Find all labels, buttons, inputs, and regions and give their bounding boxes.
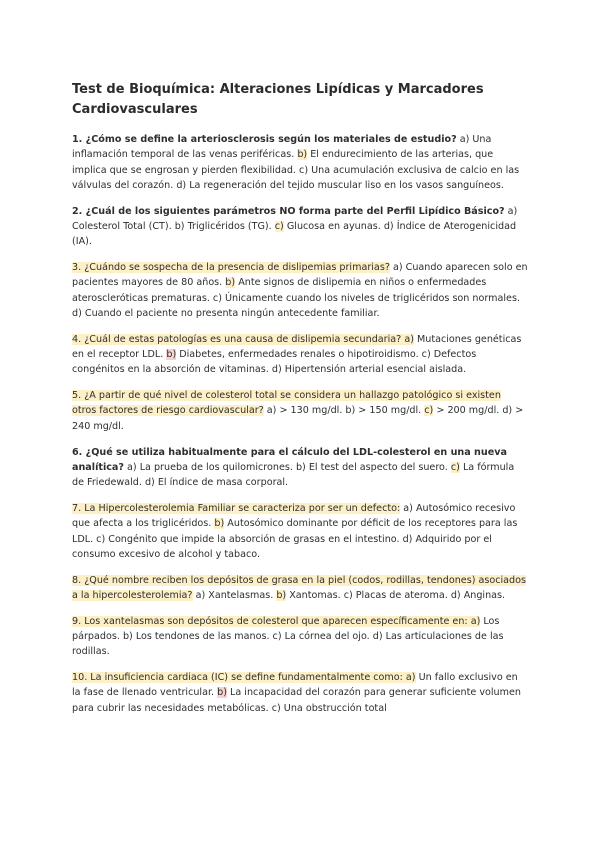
question-1-b-label: b) xyxy=(297,149,308,161)
question-7-rest: Autosómico dominante por déficit de los receptores para las LDL. c) Congénito que impide la absorción de grasas en el intestino. d) Adquirido por el consumo excesivo de alcohol y tabaco. xyxy=(72,518,518,560)
question-3-rest: Ante signos de dislipemia en niños o enfermedades ateroscleróticas prematuras. c) Únicamente cuando los niveles de triglicéridos son normales. d) Cuando el paciente no presenta ningún antecedente familiar. xyxy=(72,277,521,319)
question-10 xyxy=(72,670,528,716)
question-7-a-text: a) Autosómico recesivo que afecta a los triglicéridos. xyxy=(72,502,516,530)
question-1-b-text: El endurecimiento de las arterias, que implica que se engrosan y pierden flexibilidad. xyxy=(72,149,494,176)
question-8-b-label: b) xyxy=(276,589,287,601)
question-10-rest: La incapacidad del corazón para generar suficiente volumen para cubrir las necesidades metabólicas. c) Una obstrucción total xyxy=(72,687,521,714)
question-9-stem: 9. Los xantelasmas son depósitos de colesterol que aparecen específicamente en: xyxy=(72,615,468,627)
question-1-a-label: a) xyxy=(459,134,470,145)
question-6-pre-c: a) La prueba de los quilomicrones. b) El test del aspecto del suero. xyxy=(123,461,451,473)
question-7-stem: 7. La Hipercolesterolemia Familiar se caracteriza por ser un defecto: xyxy=(72,502,401,514)
question-6-stem: 6. ¿Qué se utiliza habitualmente para el cálculo del LDL-colesterol en una nueva analítica? xyxy=(72,446,507,473)
question-4-rest: Diabetes, enfermedades renales o hipotiroidismo. c) Defectos congénitos en la absorción de vitaminas. d) Hipertensión arterial esencial aislada. xyxy=(72,349,477,376)
question-10-stem: 10. La insuficiencia cardiaca (IC) se define fundamentalmente como: xyxy=(72,672,403,684)
question-3-stem: 3. ¿Cuándo se sospecha de la presencia de dislipemias primarias? xyxy=(72,262,390,274)
question-8-rest: Xantomas. c) Placas de ateroma. d) Anginas. xyxy=(286,589,506,601)
question-7 xyxy=(72,501,528,562)
document-title: Test de Bioquímica: Alteraciones Lipídicas y Marcadores Cardiovasculares xyxy=(72,82,484,117)
question-2-rest: Glucosa en ayunas. d) Índice de Aterogenicidad (IA). xyxy=(72,220,517,248)
question-3-b-label: b) xyxy=(225,277,236,289)
question-2-c-label: c) xyxy=(274,220,284,232)
question-6-c-label: c) xyxy=(450,461,460,473)
question-3 xyxy=(72,260,528,321)
question-9-a-label: a) xyxy=(467,615,481,627)
question-9 xyxy=(72,614,528,660)
question-10-a-label: a) xyxy=(402,672,416,684)
question-4-a-text: Mutaciones genéticas en el receptor LDL. xyxy=(72,333,522,361)
question-4 xyxy=(72,332,528,378)
question-5-stem: 5. ¿A partir de qué nivel de colesterol total se considera un hallazgo patológico si existen otros factores de riesgo cardiovascular? xyxy=(72,390,501,417)
question-2 xyxy=(72,204,528,250)
question-5 xyxy=(72,388,528,434)
question-2-pre-c: a) Colesterol Total (CT). b) Triglicéridos (TG). xyxy=(72,205,518,232)
question-1-a-text: Una inflamación temporal de las venas periféricas. xyxy=(72,134,492,161)
question-8-a-text: a) Xantelasmas. xyxy=(192,589,277,601)
question-5-rest: > 200 mg/dl. d) > 240 mg/dl. xyxy=(72,405,524,432)
question-4-a-label: a) xyxy=(401,333,414,345)
document-page xyxy=(72,80,528,727)
question-6 xyxy=(72,445,528,491)
question-1 xyxy=(72,132,528,193)
question-6-rest: La fórmula de Friedewald. d) El índice de masa corporal. xyxy=(72,461,515,489)
question-5-c-label: c) xyxy=(424,405,434,417)
question-10-a-text: Un fallo exclusivo en la fase de llenado ventricular. xyxy=(72,672,518,699)
question-4-stem: 4. ¿Cuál de estas patologías es una causa de dislipemia secundaria? xyxy=(72,333,402,345)
question-8 xyxy=(72,573,528,604)
question-2-stem: 2. ¿Cuál de los siguientes parámetros NO forma parte del Perfil Lipídico Básico? xyxy=(72,205,505,217)
question-9-rest: Los párpados. b) Los tendones de las manos. c) La córnea del ojo. d) Las articulaciones de las rodillas. xyxy=(72,615,504,658)
question-7-b-label: b) xyxy=(214,518,225,530)
question-3-a-text: a) Cuando aparecen solo en pacientes mayores de 80 años. xyxy=(72,262,528,289)
question-8-stem: 8. ¿Qué nombre reciben los depósitos de grasa en la piel (codos, rodillas, tendones) asociados a la hipercolesterolemia? xyxy=(72,574,527,601)
question-5-pre-c: a) > 130 mg/dl. b) > 150 mg/dl. xyxy=(263,405,425,417)
question-4-b-label: b) xyxy=(166,349,177,361)
question-1-stem: 1. ¿Cómo se define la arteriosclerosis según los materiales de estudio? xyxy=(72,134,457,145)
question-10-b-label: b) xyxy=(217,687,227,699)
question-1-rest: c) Una acumulación exclusiva de calcio en las válvulas del corazón. d) La regeneración del tejido muscular liso en los vasos sanguíneos. xyxy=(72,164,520,191)
